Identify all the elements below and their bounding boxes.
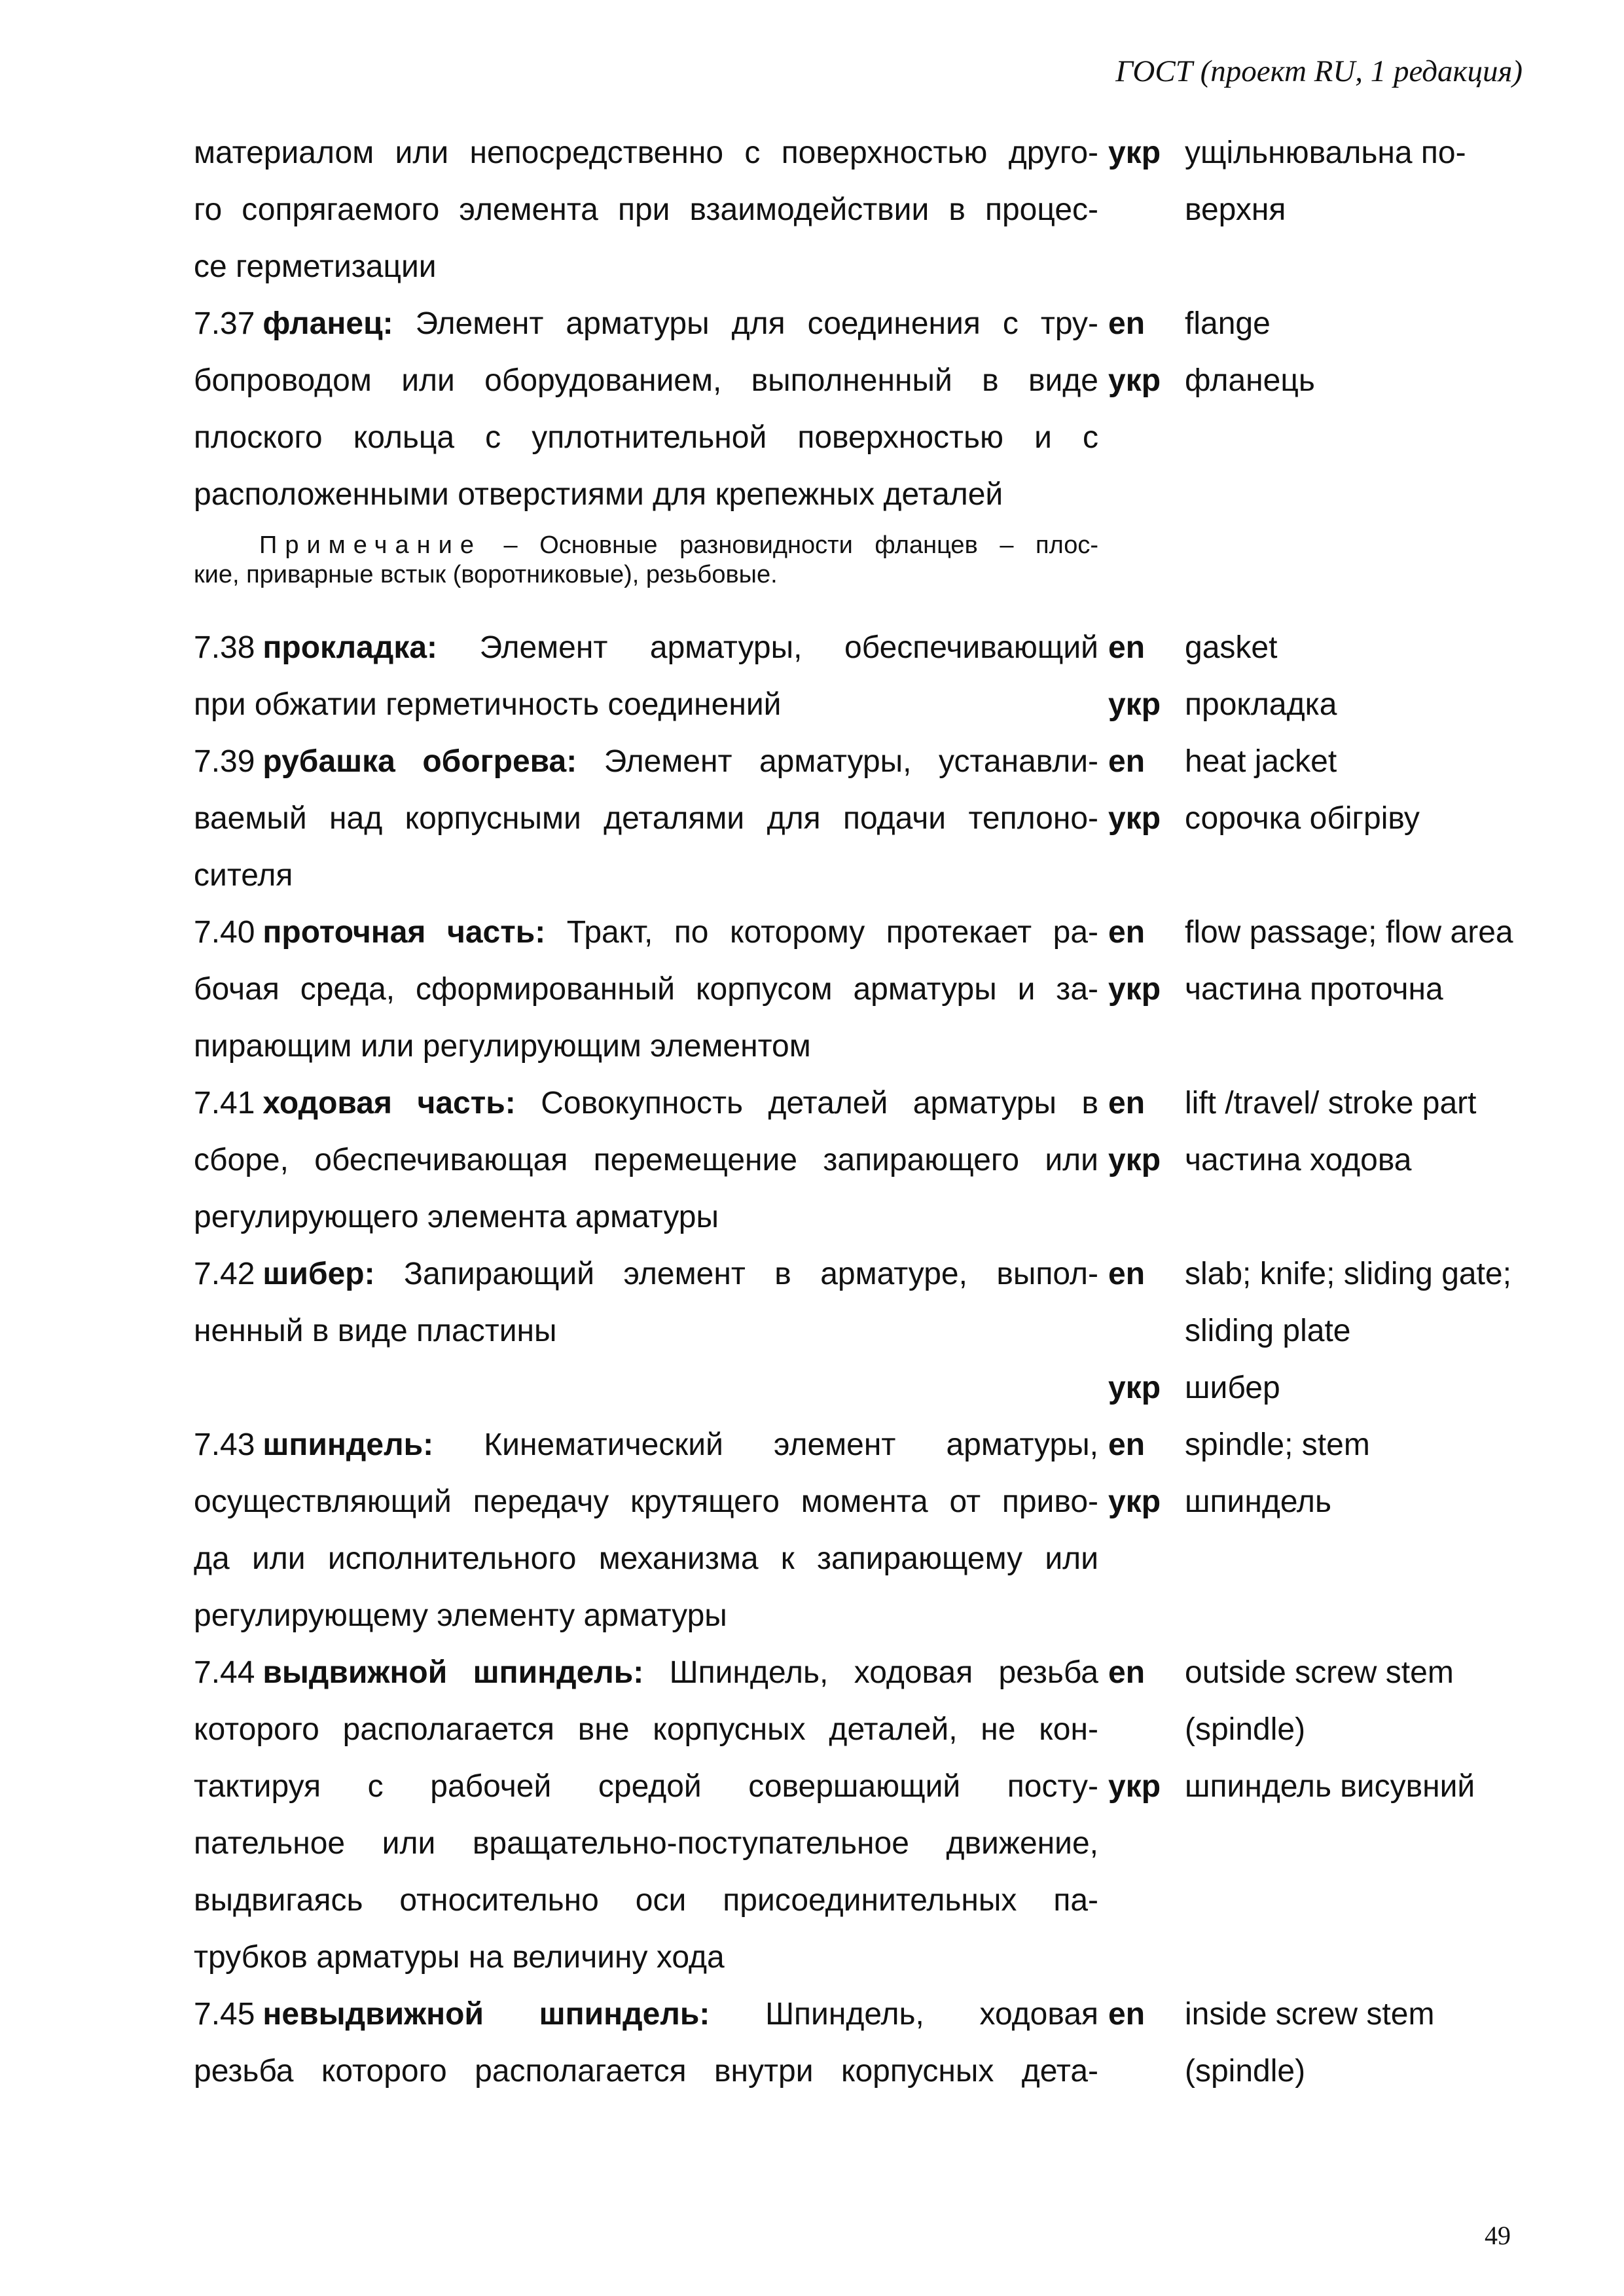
translation-term: шибер	[1185, 1371, 1280, 1405]
definition-text	[194, 904, 1098, 961]
language-code	[1098, 1701, 1185, 1758]
table-row	[194, 847, 1555, 904]
translation-term: шпиндель висувний	[1185, 1769, 1475, 1804]
language-code: en	[1108, 1257, 1146, 1291]
page-number: 49	[1485, 2221, 1511, 2250]
definition-text: осуществляющий передачу крутящего момента от приво-	[194, 1484, 1098, 1519]
translation-term: gasket	[1185, 630, 1278, 665]
language-code: укр	[1108, 135, 1161, 170]
translation-term	[1185, 847, 1555, 904]
definition-start: Кинематический элемент арматуры,	[484, 1427, 1098, 1462]
table-row	[194, 238, 1555, 295]
table-row	[194, 1587, 1555, 1644]
definition-text: расположенными отверстиями для крепежных деталей	[194, 477, 1003, 512]
note-block	[194, 523, 1098, 619]
term-number: 7.39	[194, 744, 255, 779]
language-code	[1098, 1018, 1185, 1075]
translation-term: flow passage; flow area	[1185, 915, 1513, 950]
table-row	[194, 790, 1555, 847]
term-number: 7.44	[194, 1655, 255, 1690]
table-row	[194, 1929, 1555, 1986]
definition-text: регулирующего элемента арматуры	[194, 1200, 719, 1234]
definition-start: Элемент арматуры, устанавли-	[604, 744, 1098, 779]
table-row	[194, 1815, 1555, 1872]
definition-text	[194, 733, 1098, 790]
term-number: 7.41	[194, 1086, 255, 1121]
table-row	[194, 1701, 1555, 1758]
table-row	[194, 2043, 1555, 2100]
definition-text: бочая среда, сформированный корпусом арматуры и за-	[194, 972, 1098, 1007]
translation-term	[1185, 1189, 1555, 1246]
definition-start: Тракт, по которому протекает ра-	[566, 915, 1098, 950]
translation-term: прокладка	[1185, 687, 1337, 722]
language-code	[1098, 1872, 1185, 1929]
note-line: кие, приварные встык (воротниковые), резьбовые.	[194, 561, 778, 588]
term-name: проточная часть:	[262, 915, 546, 950]
definition-text: ваемый над корпусными деталями для подачи теплоно-	[194, 801, 1098, 836]
language-code: en	[1108, 306, 1146, 341]
table-row	[194, 295, 1555, 352]
definition-text: пирающим или регулирующим элементом	[194, 1029, 811, 1064]
language-code	[1098, 2043, 1185, 2100]
term-number: 7.45	[194, 1997, 255, 2032]
definition-text	[194, 1644, 1098, 1701]
language-code: en	[1108, 1655, 1146, 1690]
translation-term: lift /travel/ stroke part	[1185, 1086, 1477, 1121]
table-row	[194, 961, 1555, 1018]
translation-term: outside screw stem	[1185, 1655, 1454, 1690]
term-name: ходовая часть:	[262, 1086, 516, 1121]
definition-text: бопроводом или оборудованием, выполненный в виде	[194, 363, 1098, 398]
definition-start: Элемент арматуры для соединения с тру-	[415, 306, 1098, 341]
definition-text	[194, 1416, 1098, 1473]
translation-term: sliding plate	[1185, 1314, 1351, 1348]
translation-term: flange	[1185, 306, 1271, 341]
definition-text: резьба которого располагается внутри корпусных дета-	[194, 2054, 1098, 2089]
language-code: укр	[1108, 687, 1161, 722]
table-row	[194, 619, 1555, 676]
translation-term	[1185, 1929, 1555, 1986]
definition-text: трубков арматуры на величину хода	[194, 1940, 725, 1975]
table-row	[194, 1075, 1555, 1132]
language-code	[1098, 1530, 1185, 1587]
term-name: шпиндель:	[262, 1427, 434, 1462]
translation-term	[1185, 1872, 1555, 1929]
definition-text: се герметизации	[194, 249, 437, 284]
translation-term	[1185, 409, 1555, 466]
language-code	[1098, 1929, 1185, 1986]
definition-text: да или исполнительного механизма к запирающему или	[194, 1541, 1098, 1576]
table-row	[194, 466, 1555, 523]
term-number: 7.38	[194, 630, 255, 665]
language-code: укр	[1108, 801, 1161, 836]
language-code: укр	[1108, 363, 1161, 398]
language-code	[1098, 1189, 1185, 1246]
table-row	[194, 1359, 1555, 1416]
definition-text: ненный в виде пластины	[194, 1314, 557, 1348]
table-row	[194, 352, 1555, 409]
table-row	[194, 1872, 1555, 1929]
table-row	[194, 1246, 1555, 1302]
translation-term: (spindle)	[1185, 2054, 1306, 2089]
language-code	[1098, 409, 1185, 466]
term-name: прокладка:	[262, 630, 438, 665]
language-code: укр	[1108, 1769, 1161, 1804]
definition-text: сителя	[194, 858, 293, 893]
term-name: фланец:	[262, 306, 393, 341]
definition-text	[194, 1359, 1098, 1416]
term-number: 7.43	[194, 1427, 255, 1462]
translation-term	[1185, 238, 1555, 295]
definition-text	[194, 619, 1098, 676]
translation-term: slab; knife; sliding gate;	[1185, 1257, 1511, 1291]
term-name: шибер:	[262, 1257, 375, 1291]
table-row	[194, 904, 1555, 961]
translation-term	[1185, 1530, 1555, 1587]
note-label: Примечание	[259, 531, 482, 559]
translation-term: ущільнювальна по-	[1185, 135, 1466, 170]
term-name: рубашка обогрева:	[262, 744, 577, 779]
language-code	[1098, 1815, 1185, 1872]
translation-term: spindle; stem	[1185, 1427, 1370, 1462]
table-row	[194, 409, 1555, 466]
language-code: en	[1108, 630, 1146, 665]
note-line: Примечание – Основные разновидности фланцев – плос-	[259, 531, 1098, 559]
language-code: en	[1108, 1997, 1146, 2032]
translation-term: inside screw stem	[1185, 1997, 1435, 2032]
definition-text	[194, 295, 1098, 352]
table-row	[194, 1132, 1555, 1189]
language-code	[1098, 1587, 1185, 1644]
definition-text: сборе, обеспечивающая перемещение запирающего или	[194, 1143, 1098, 1177]
term-number: 7.42	[194, 1257, 255, 1291]
table-row	[194, 1644, 1555, 1701]
language-code	[1098, 238, 1185, 295]
language-code	[1098, 847, 1185, 904]
page-header: ГОСТ (проект RU, 1 редакция)	[1115, 54, 1523, 88]
table-row	[194, 1530, 1555, 1587]
definition-text: которого располагается вне корпусных деталей, не кон-	[194, 1712, 1098, 1747]
definition-text: регулирующему элементу арматуры	[194, 1598, 727, 1633]
definition-text	[194, 1986, 1098, 2043]
language-code	[1098, 466, 1185, 523]
definition-text: при обжатии герметичность соединений	[194, 687, 782, 722]
definition-text: выдвигаясь относительно оси присоединительных па-	[194, 1883, 1098, 1918]
language-code: en	[1108, 915, 1146, 950]
definition-start: Совокупность деталей арматуры в	[541, 1086, 1098, 1121]
definition-text	[194, 1246, 1098, 1302]
term-name: выдвижной шпиндель:	[262, 1655, 644, 1690]
translation-term	[1185, 1587, 1555, 1644]
translation-term: верхня	[1185, 192, 1286, 227]
language-code: en	[1108, 1427, 1146, 1462]
language-code: укр	[1108, 1484, 1161, 1519]
translation-term: шпиндель	[1185, 1484, 1331, 1519]
table-row	[194, 181, 1555, 238]
definition-text: пательное или вращательно-поступательное движение,	[194, 1826, 1098, 1861]
definition-text: материалом или непосредственно с поверхностью друго-	[194, 135, 1098, 170]
definition-text	[194, 1075, 1098, 1132]
translation-term: heat jacket	[1185, 744, 1337, 779]
definition-start: Запирающий элемент в арматуре, выпол-	[404, 1257, 1098, 1291]
table-row	[194, 1189, 1555, 1246]
table-row	[194, 124, 1555, 181]
definition-start: Шпиндель, ходовая	[765, 1997, 1099, 2032]
table-row	[194, 1416, 1555, 1473]
term-number: 7.37	[194, 306, 255, 341]
definition-text: тактируя с рабочей средой совершающий посту-	[194, 1769, 1098, 1804]
language-code	[1098, 181, 1185, 238]
table-row	[194, 733, 1555, 790]
table-row	[194, 1302, 1555, 1359]
translation-term	[1185, 1815, 1555, 1872]
language-code: en	[1108, 744, 1146, 779]
table-row	[194, 1473, 1555, 1530]
term-table	[194, 124, 1555, 2100]
translation-term: частина ходова	[1185, 1143, 1412, 1177]
language-code: укр	[1108, 1371, 1161, 1405]
translation-term: фланець	[1185, 363, 1315, 398]
language-code: en	[1108, 1086, 1146, 1121]
translation-term: сорочка обігріву	[1185, 801, 1420, 836]
language-code: укр	[1108, 1143, 1161, 1177]
language-code	[1098, 1302, 1185, 1359]
table-row	[194, 1758, 1555, 1815]
translation-term	[1185, 466, 1555, 523]
table-row	[194, 1986, 1555, 2043]
table-row	[194, 676, 1555, 733]
definition-text: плоского кольца с уплотнительной поверхностью и с	[194, 420, 1098, 455]
definition-start: Элемент арматуры, обеспечивающий	[479, 630, 1098, 665]
translation-term: (spindle)	[1185, 1712, 1306, 1747]
translation-term: частина проточна	[1185, 972, 1443, 1007]
language-code: укр	[1108, 972, 1161, 1007]
term-name: невыдвижной шпиндель:	[262, 1997, 710, 2032]
definition-text: го сопрягаемого элемента при взаимодействии в процес-	[194, 192, 1098, 227]
term-number: 7.40	[194, 915, 255, 950]
table-row	[194, 1018, 1555, 1075]
translation-term	[1185, 1018, 1555, 1075]
definition-start: Шпиндель, ходовая резьба	[669, 1655, 1098, 1690]
